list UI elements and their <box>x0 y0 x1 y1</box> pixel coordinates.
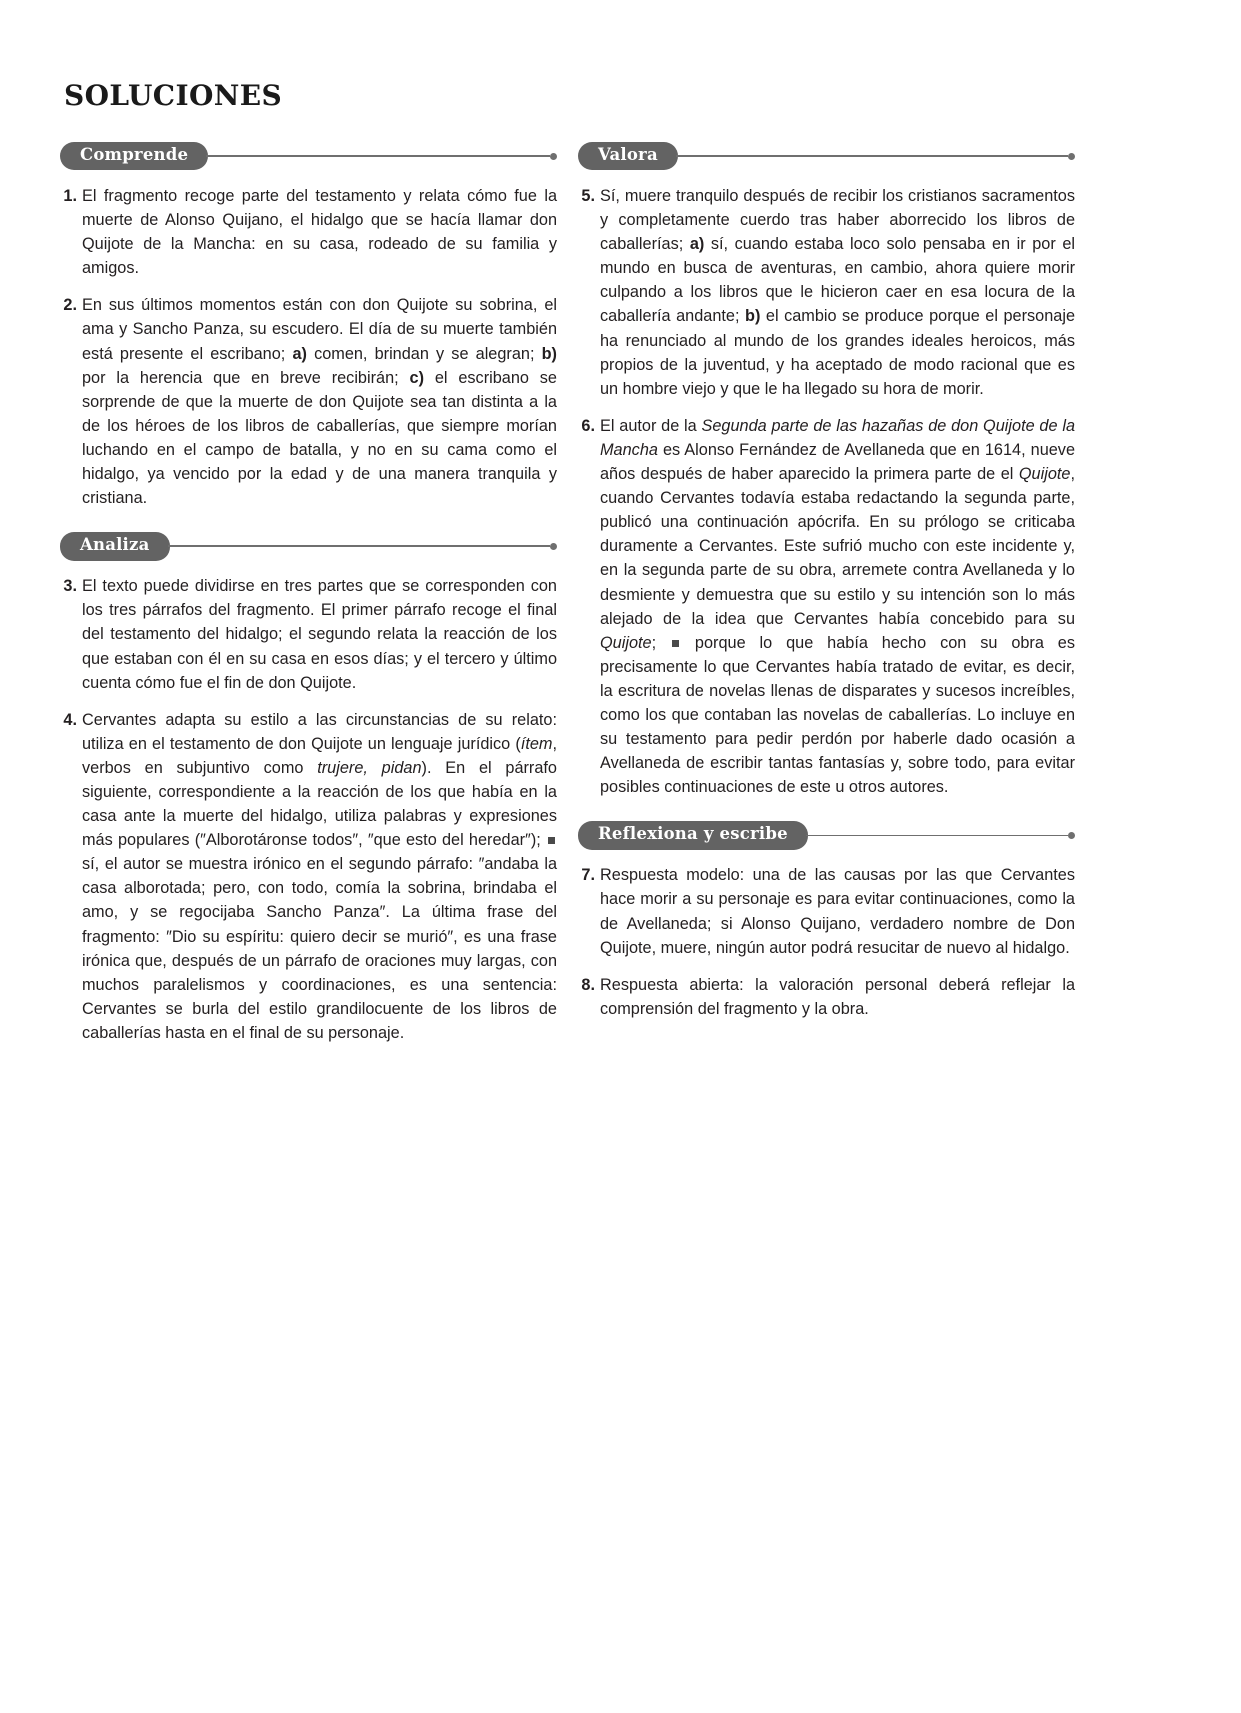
item-number: 4. <box>63 710 77 729</box>
section-badge-valora: Valora <box>578 142 678 171</box>
answer-item <box>578 414 1075 800</box>
item-text: Sí, muere tranquilo después de recibir los cristianos sacramentos y completamente cuerdo tras haber aborrecido los libros de caballerías; a) sí, cuando estaba loco solo pensaba en ir por el mundo en busca de aventuras, en cambio, ahora quiere morir culpando a los libros que le hicieron caer en esa locura de la caballería andante; b) el cambio se produce porque el personaje ha renunciado al mundo de los grandes ideales heroicos, más propios de la juventud, y ha aceptado de modo racional que es un hombre viejo y que le ha llegado su hora de morir. <box>600 187 1075 398</box>
section-badge-analiza: Analiza <box>60 532 170 561</box>
section-rule-end-dot <box>1068 832 1075 839</box>
answer-item <box>578 184 1075 401</box>
section-rule <box>206 155 550 157</box>
item-number: 1. <box>63 187 77 205</box>
section-header-valora <box>578 142 1075 170</box>
section-badge-comprende: Comprende <box>60 142 208 171</box>
section-header-analiza <box>60 532 557 560</box>
item-number: 3. <box>63 577 77 596</box>
item-text: El fragmento recoge parte del testamento y relata cómo fue la muerte de Alonso Quijano, el hidalgo que se hacía llamar don Quijote de la Mancha: en su casa, rodeado de su familia y amigos. <box>82 187 557 278</box>
item-number: 8. <box>581 975 595 994</box>
section-rule <box>806 835 1068 837</box>
answer-item <box>60 708 557 1045</box>
item-text: En sus últimos momentos están con don Quijote su sobrina, el ama y Sancho Panza, su escudero. El día de su muerte también está presente el escribano; a) comen, brindan y se alegran; b) por la herencia que en breve recibirán; c) el escribano se sorprende de que la muerte de don Quijote sea tan distinta a la de los héroes de los libros de caballerías, que siempre morían luchando en el campo de batalla, y no en su cama como el hidalgo, ya vencido por la edad y de una manera tranquila y cristiana. <box>82 296 557 508</box>
section-rule-end-dot <box>1068 153 1075 160</box>
answer-item <box>60 574 557 694</box>
page-title: SOLUCIONES <box>64 78 283 112</box>
section-header-reflexiona-y-escribe <box>578 821 1075 849</box>
item-text: El texto puede dividirse en tres partes que se corresponden con los tres párrafos del fragmento. El primer párrafo recoge el final del testamento del hidalgo; el segundo relata la reacción de los que estaban con él en su casa en esos días; y el tercero y último cuenta cómo fue el fin de don Quijote. <box>82 577 557 692</box>
section-rule <box>168 545 551 547</box>
item-number: 2. <box>63 296 77 315</box>
item-text: Respuesta modelo: una de las causas por las que Cervantes hace morir a su personaje es para evitar continuaciones, como la de Avellaneda; si Alonso Quijano, verdadero nombre de Don Quijote, muere, ningún autor podrá resucitar de nuevo al hidalgo. <box>600 866 1075 957</box>
section-header-comprende <box>60 142 557 170</box>
left-column <box>60 142 557 1058</box>
answer-item <box>60 293 557 510</box>
item-number: 6. <box>581 416 595 435</box>
answer-item <box>578 863 1075 959</box>
item-text: Cervantes adapta su estilo a las circunstancias de su relato: utiliza en el testamento de don Quijote un lenguaje jurídico (ítem, verbos en subjuntivo como trujere, pidan). En el párrafo siguiente, correspondiente a la reacción de los que había en la casa ante la muerte del hidalgo, utiliza palabras y expresiones más populares (″Alborotáronse todos″, ″que esto del heredar″); sí, el autor se muestra irónico en el segundo párrafo: ″andaba la casa alborotada; pero, con todo, comía la sobrina, brindaba el amo, y se regocijaba Sancho Panza″. La última frase del fragmento: ″Dio su espíritu: quiero decir se murió″, es una frase irónica que, después de un párrafo de oraciones muy largas, con muchos paralelismos y coordinaciones, es una sentencia: Cervantes se burla del estilo grandilocuente de los libros de caballerías hasta en el final de su personaje. <box>82 710 557 1042</box>
answer-item <box>578 973 1075 1021</box>
section-rule <box>676 155 1068 157</box>
item-number: 5. <box>581 187 595 205</box>
section-rule-end-dot <box>550 543 557 550</box>
section-badge-reflexiona-y-escribe: Reflexiona y escribe <box>578 821 808 850</box>
answer-item <box>60 184 557 280</box>
item-text: Respuesta abierta: la valoración personal deberá reflejar la comprensión del fragmento y la obra. <box>600 975 1075 1018</box>
right-column <box>578 142 1075 1034</box>
section-rule-end-dot <box>550 153 557 160</box>
item-number: 7. <box>581 866 595 885</box>
item-text: El autor de la Segunda parte de las hazañas de don Quijote de la Mancha es Alonso Fernández de Avellaneda que en 1614, nueve años después de haber aparecido la primera parte de el Quijote, cuando Cervantes todavía estaba redactando la segunda parte, publicó una continuación apócrifa. En su prólogo se criticaba duramente a Cervantes. Este sufrió mucho con este incidente y, en la segunda parte de su obra, arremete contra Avellaneda y lo desmiente y demuestra que su estilo y su intención son lo más alejado de la idea que Cervantes había concebido para su Quijote; porque lo que había hecho con su obra es precisamente lo que Cervantes había tratado de evitar, es decir, la escritura de novelas llenas de disparates y sucesos increíbles, como los que contaban las novelas de caballerías. Lo incluye en su testamento para pedir perdón por haberle dado ocasión a Avellaneda de escribir tantas fantasías y, sobre todo, para evitar posibles continuaciones de este u otros autores. <box>600 416 1075 797</box>
